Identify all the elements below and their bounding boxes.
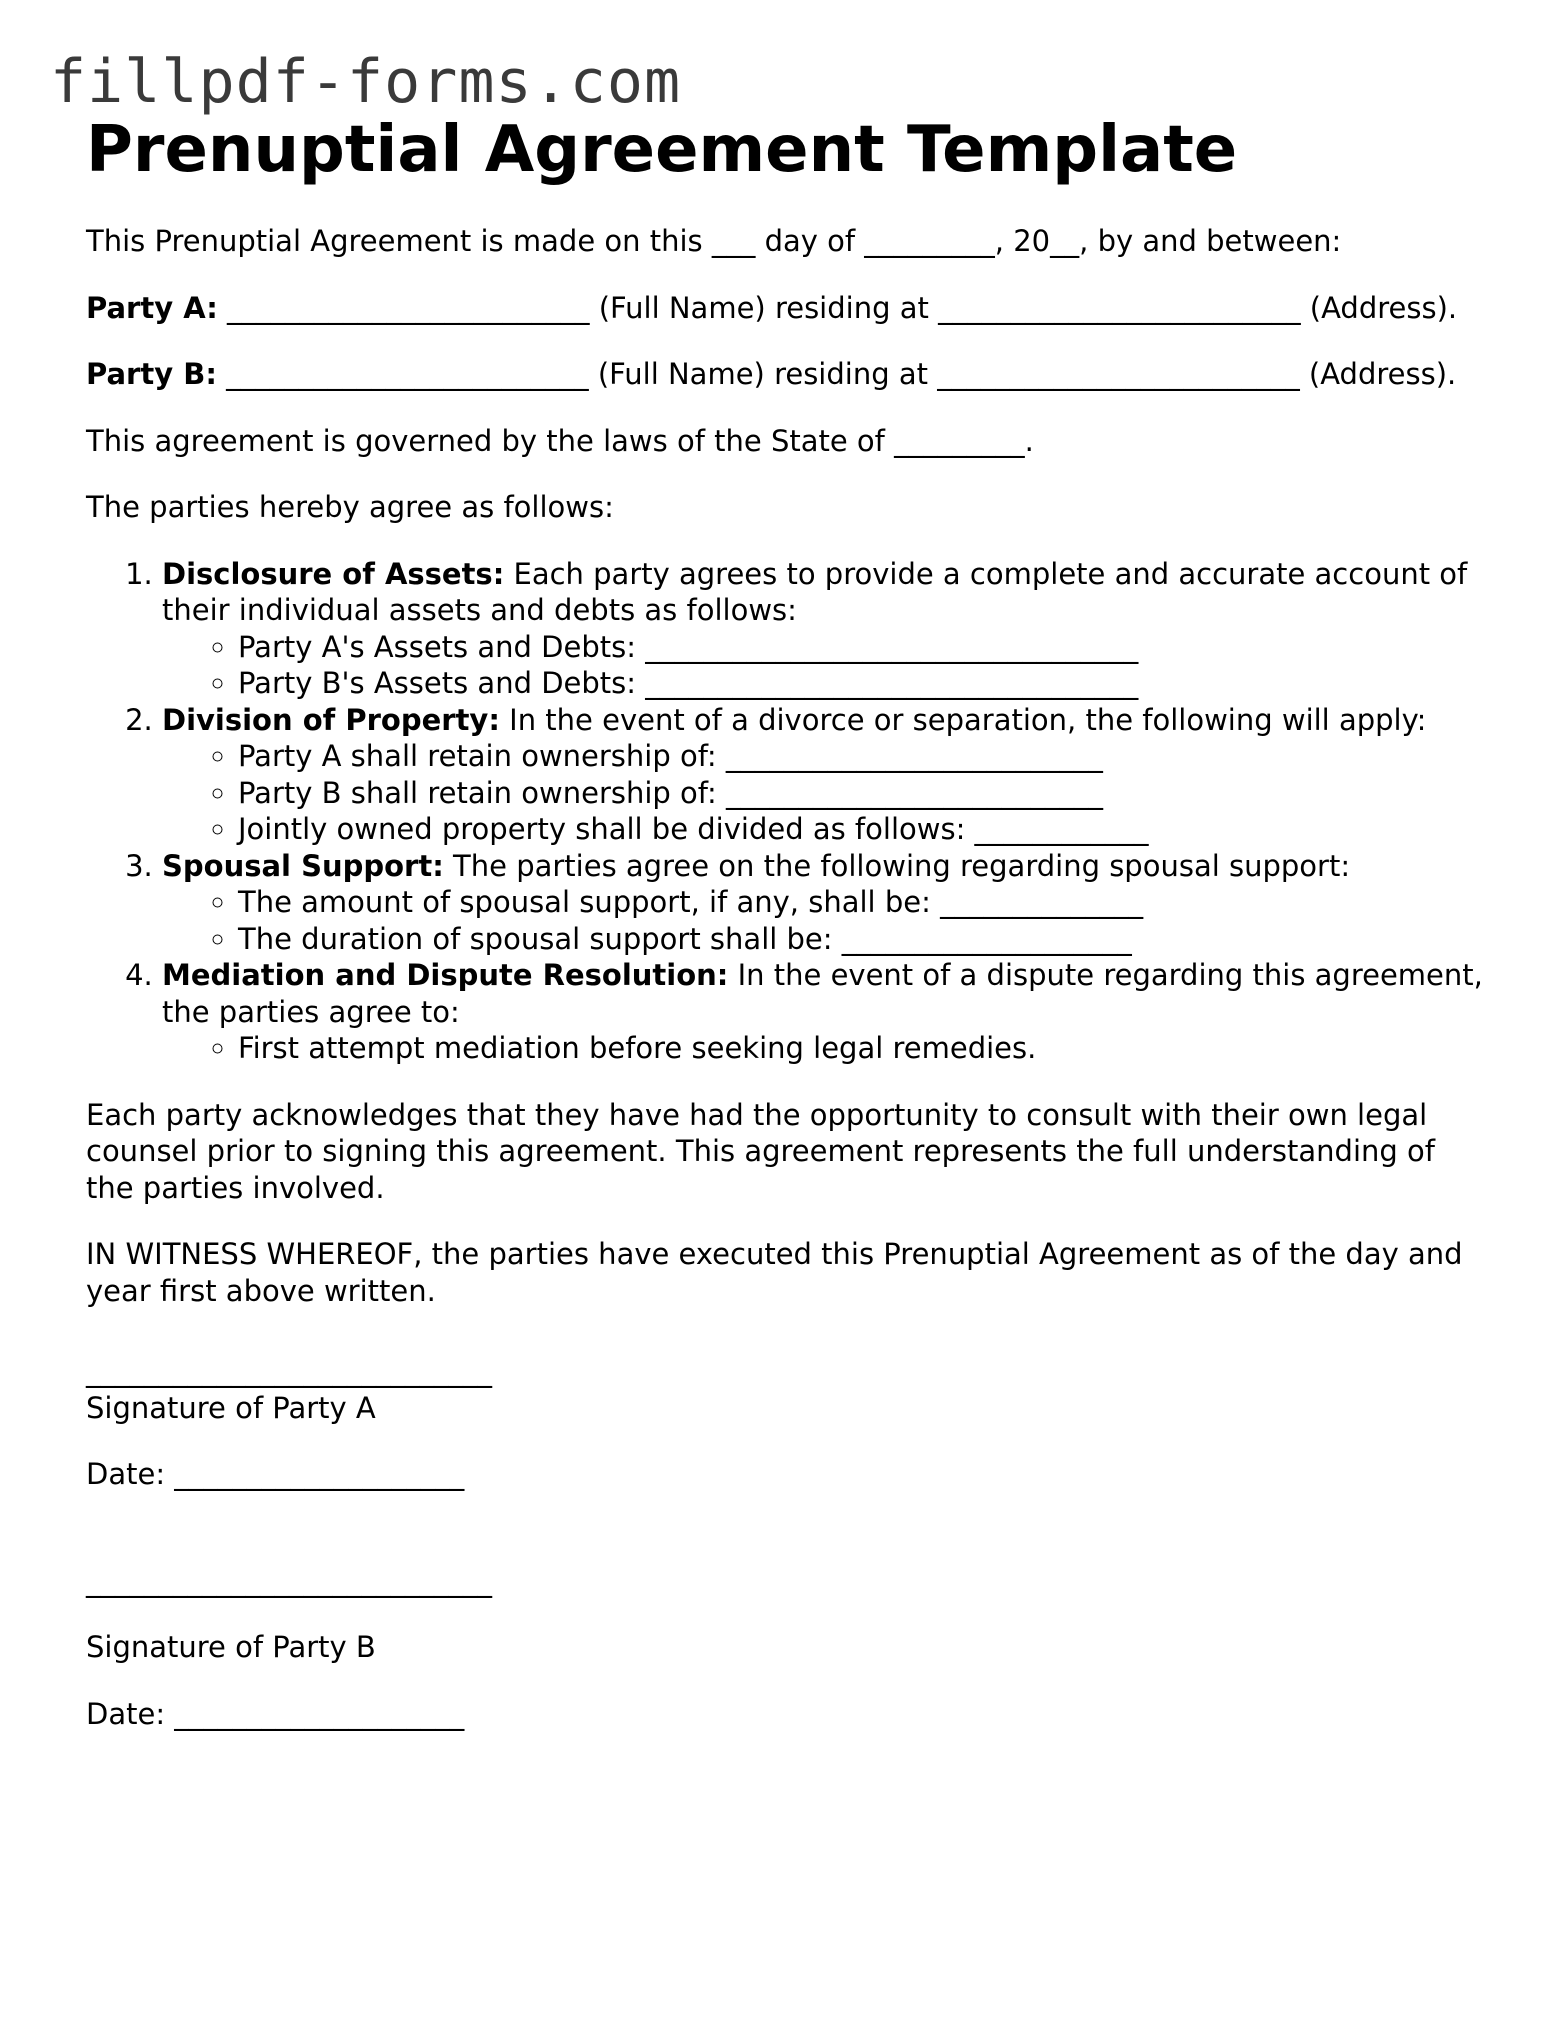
agree-intro-paragraph: The parties hereby agree as follows: <box>86 490 614 524</box>
term-mediation-and-dispute-resolution <box>162 957 1486 1067</box>
party-b-line <box>86 356 1486 393</box>
site-watermark: fillpdf-forms.com <box>50 47 682 117</box>
witness-paragraph: IN WITNESS WHEREOF, the parties have executed this Prenuptial Agreement as of the day and year first above written. <box>86 1237 1463 1308</box>
signature-block-party-a <box>86 1353 1486 1493</box>
term-text: In the event of a dispute regarding this agreement, the parties agree to: <box>162 958 1483 1029</box>
term-sub-list <box>162 738 1486 848</box>
list-item: ◦ Party A's Assets and Debts: __________________________________ <box>238 629 1486 666</box>
term-heading: Division of Property: <box>162 702 500 737</box>
term-spousal-support <box>162 848 1486 958</box>
signature-line: ____________________________ <box>86 1563 492 1598</box>
signature-block-party-b <box>86 1563 1486 1733</box>
term-disclosure-of-assets <box>162 556 1486 702</box>
document-body <box>86 223 1486 1802</box>
terms-list <box>86 556 1486 1067</box>
term-text: In the event of a divorce or separation, the following will apply: <box>499 702 1427 737</box>
signature-label: Signature of Party A <box>86 1390 376 1425</box>
list-item: ◦ Party A shall retain ownership of: __________________________ <box>238 738 1486 775</box>
signature-label: Signature of Party B <box>86 1630 376 1664</box>
list-item: ◦ Party B shall retain ownership of: __________________________ <box>238 775 1486 812</box>
party-b-label: Party B: <box>86 357 217 391</box>
term-text: Each party agrees to provide a complete and accurate account of their individual assets and debts as follows: <box>162 556 1468 627</box>
party-a-label: Party A: <box>86 290 218 325</box>
signature-line: ____________________________ <box>86 1354 492 1388</box>
party-b-text: _________________________ (Full Name) residing at _________________________ (Address). <box>216 357 1457 391</box>
document-title: Prenuptial Agreement Template <box>86 113 1238 187</box>
list-item: ◦ Jointly owned property shall be divided as follows: ____________ <box>238 811 1486 848</box>
term-text: The parties agree on the following regarding spousal support: <box>443 848 1351 883</box>
term-heading: Mediation and Dispute Resolution: <box>162 958 729 992</box>
term-sub-list <box>162 1030 1486 1067</box>
list-item: ◦ Party B's Assets and Debts: __________________________________ <box>238 665 1486 702</box>
list-item: ◦ The amount of spousal support, if any, shall be: ______________ <box>238 884 1486 921</box>
party-a-text: _________________________ (Full Name) residing at _________________________ (Address). <box>217 290 1458 325</box>
list-item: ◦ First attempt mediation before seeking legal remedies. <box>238 1030 1486 1067</box>
date-line: Date: ____________________ <box>86 1696 465 1731</box>
term-sub-list <box>162 884 1486 957</box>
acknowledgement-paragraph: Each party acknowledges that they have had the opportunity to consult with their own legal counsel prior to signing this agreement. This agreement represents the full understanding of the parties involved. <box>86 1097 1435 1205</box>
party-a-line <box>86 290 1486 327</box>
date-line: Date: ____________________ <box>86 1457 465 1491</box>
governing-law-paragraph: This agreement is governed by the laws of the State of _________. <box>86 423 1034 458</box>
term-division-of-property <box>162 702 1486 848</box>
list-item: ◦ The duration of spousal support shall be: ____________________ <box>238 921 1486 958</box>
term-heading: Disclosure of Assets: <box>162 556 505 591</box>
term-heading: Spousal Support: <box>162 848 444 883</box>
intro-paragraph: This Prenuptial Agreement is made on this ___ day of _________, 20__, by and between: <box>86 224 1342 258</box>
term-sub-list <box>162 629 1486 702</box>
